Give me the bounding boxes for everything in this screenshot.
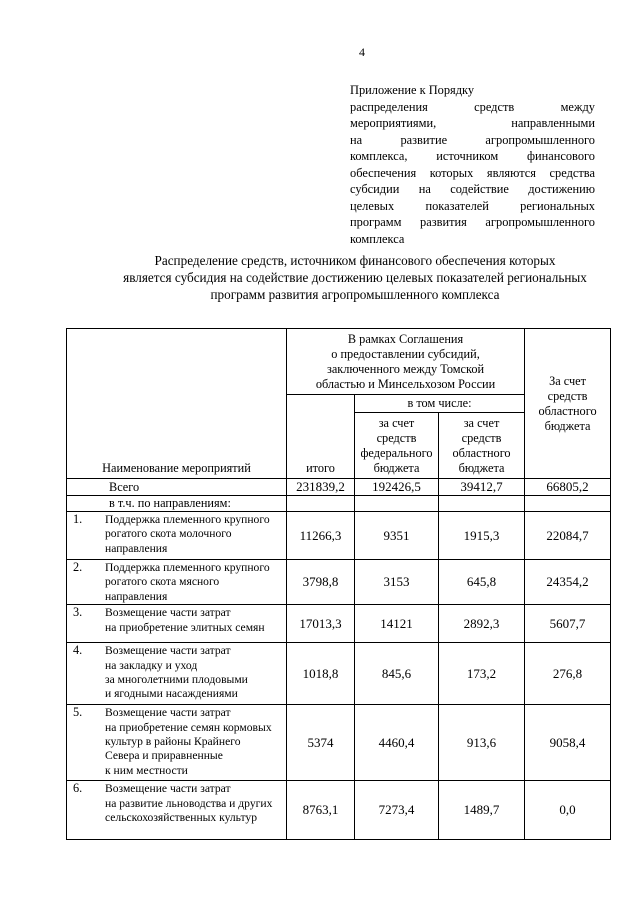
appendix-line: мероприятиями, направленными — [350, 116, 595, 130]
extra-value: 66805,2 — [525, 479, 611, 496]
row-description: Возмещение части затрат на приобретение элитных семян — [105, 606, 265, 634]
table-row — [67, 512, 611, 560]
subheader-row — [67, 496, 611, 512]
row-federal: 4460,4 — [355, 705, 439, 781]
table-row — [67, 705, 611, 781]
row-total: 8763,1 — [287, 781, 355, 840]
table-row — [67, 605, 611, 643]
document-title — [60, 252, 640, 303]
regional-value: 39412,7 — [439, 479, 525, 496]
name-column-header: Наименование мероприятий — [67, 329, 287, 479]
row-regional: 1489,7 — [439, 781, 525, 840]
appendix-note — [350, 82, 595, 247]
row-extra: 5607,7 — [525, 605, 611, 643]
row-extra: 22084,7 — [525, 512, 611, 560]
regional-column-header: за счет средств областного бюджета — [439, 413, 525, 479]
distribution-table — [66, 328, 611, 840]
page-number: 4 — [359, 45, 365, 59]
appendix-line: целевых показателей региональных — [350, 198, 595, 213]
row-federal: 7273,4 — [355, 781, 439, 840]
total-value: 231839,2 — [287, 479, 355, 496]
agreement-header: В рамках Соглашения о предоставлении субсидий, заключенного между Томской областью и Минсельхозом России — [287, 329, 525, 395]
including-header: в том числе: — [355, 395, 525, 413]
title-line: является субсидия на содействие достижению целевых показателей региональных — [123, 270, 587, 285]
row-description: Возмещение части затрат на приобретение семян кормовых культур в районы Крайнего Севера и приравненные к ним местности — [105, 706, 272, 777]
row-description: Возмещение части затрат на развитие льноводства и других сельскохозяйственных культур — [105, 782, 273, 825]
table-row — [67, 560, 611, 605]
row-index: 6. — [73, 781, 83, 796]
row-regional: 913,6 — [439, 705, 525, 781]
total-column-header: итого — [287, 395, 355, 479]
appendix-line: обеспечения которых являются средства — [350, 165, 595, 180]
total-row — [67, 479, 611, 496]
row-total: 5374 — [287, 705, 355, 781]
title-line: Распределение средств, источником финансового обеспечения которых — [154, 253, 556, 268]
row-federal: 9351 — [355, 512, 439, 560]
row-index: 4. — [73, 643, 83, 658]
row-federal: 3153 — [355, 560, 439, 605]
row-regional: 2892,3 — [439, 605, 525, 643]
row-regional: 1915,3 — [439, 512, 525, 560]
appendix-line: на развитие агропромышленного — [350, 132, 595, 147]
title-line: программ развития агропромышленного комплекса — [210, 287, 500, 302]
row-extra: 9058,4 — [525, 705, 611, 781]
appendix-line: Приложение к Порядку — [350, 83, 475, 97]
appendix-line: субсидии на содействие достижению — [350, 182, 595, 196]
subheader-label: в т.ч. по направлениям: — [67, 496, 287, 512]
row-extra: 24354,2 — [525, 560, 611, 605]
regional-extra-header: За счет средств областного бюджета — [525, 329, 611, 479]
appendix-line: комплекса, источником финансового — [350, 149, 595, 163]
table-row — [67, 781, 611, 840]
row-index: 5. — [73, 705, 83, 720]
row-total: 3798,8 — [287, 560, 355, 605]
row-index: 2. — [73, 560, 83, 574]
total-label: Всего — [67, 479, 287, 496]
row-total: 1018,8 — [287, 643, 355, 705]
appendix-line: программ развития агропромышленного — [350, 215, 595, 229]
row-index: 3. — [73, 605, 83, 620]
row-regional: 645,8 — [439, 560, 525, 605]
row-federal: 845,6 — [355, 643, 439, 705]
row-description: Поддержка племенного крупного рогатого скота мясного направления — [105, 561, 270, 603]
row-total: 17013,3 — [287, 605, 355, 643]
row-extra: 276,8 — [525, 643, 611, 705]
row-federal: 14121 — [355, 605, 439, 643]
row-total: 11266,3 — [287, 512, 355, 560]
table-row — [67, 643, 611, 705]
appendix-line: комплекса — [350, 231, 405, 246]
federal-column-header: за счет средств федерального бюджета — [355, 413, 439, 479]
appendix-line: распределения средств между — [350, 99, 595, 114]
row-regional: 173,2 — [439, 643, 525, 705]
row-extra: 0,0 — [525, 781, 611, 840]
federal-value: 192426,5 — [355, 479, 439, 496]
row-description: Возмещение части затрат на закладку и уход за многолетними плодовыми и ягодными насаждениями — [105, 644, 248, 701]
row-description: Поддержка племенного крупного рогатого скота молочного направления — [105, 513, 270, 555]
row-index: 1. — [73, 512, 83, 526]
